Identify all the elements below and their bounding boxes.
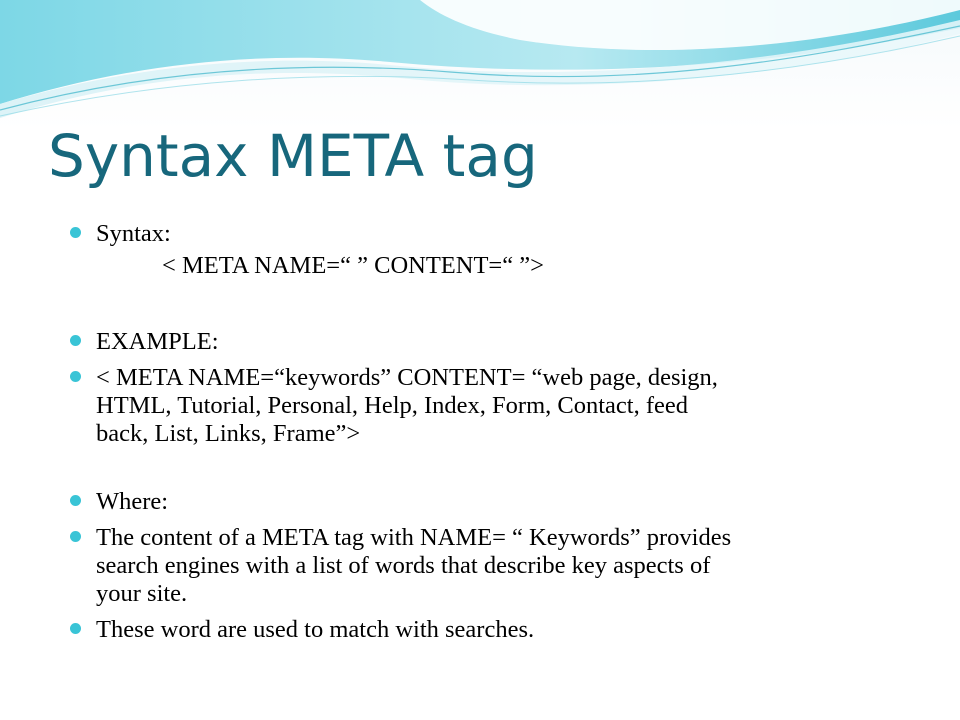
syntax-template-text: < META NAME=“ ” CONTENT=“ ”>	[162, 252, 544, 279]
bullet-text-line: HTML, Tutorial, Personal, Help, Index, Form, Contact, feed	[96, 392, 689, 419]
bullet-text: Where:	[96, 488, 169, 515]
bullet-text-line: back, List, Links, Frame”>	[96, 420, 361, 447]
bullet-syntax	[70, 220, 890, 248]
bullet-text-line: The content of a META tag with NAME= “ Keywords” provides	[96, 524, 732, 551]
bullet-dot-icon	[70, 495, 81, 506]
bullet-text: These word are used to match with searches.	[96, 616, 535, 643]
syntax-example-line	[70, 252, 890, 280]
slide-title: Syntax META tag	[48, 122, 538, 190]
bullet-dot-icon	[70, 335, 81, 346]
bullet-example	[70, 328, 890, 356]
bullet-dot-icon	[70, 623, 81, 634]
bullet-example-code	[70, 364, 890, 448]
bullet-content-description	[70, 524, 890, 608]
bullet-dot-icon	[70, 531, 81, 542]
bullet-text-line: search engines with a list of words that describe key aspects of	[96, 552, 711, 579]
bullet-where	[70, 488, 890, 516]
bullet-dot-icon	[70, 227, 81, 238]
bullet-dot-icon	[70, 371, 81, 382]
bullet-searches	[70, 616, 890, 644]
bullet-text-line: < META NAME=“keywords” CONTENT= “web page, design,	[96, 364, 718, 391]
bullet-text-line: your site.	[96, 580, 188, 607]
bullet-text: Syntax:	[96, 220, 171, 247]
bullet-text: EXAMPLE:	[96, 328, 219, 355]
